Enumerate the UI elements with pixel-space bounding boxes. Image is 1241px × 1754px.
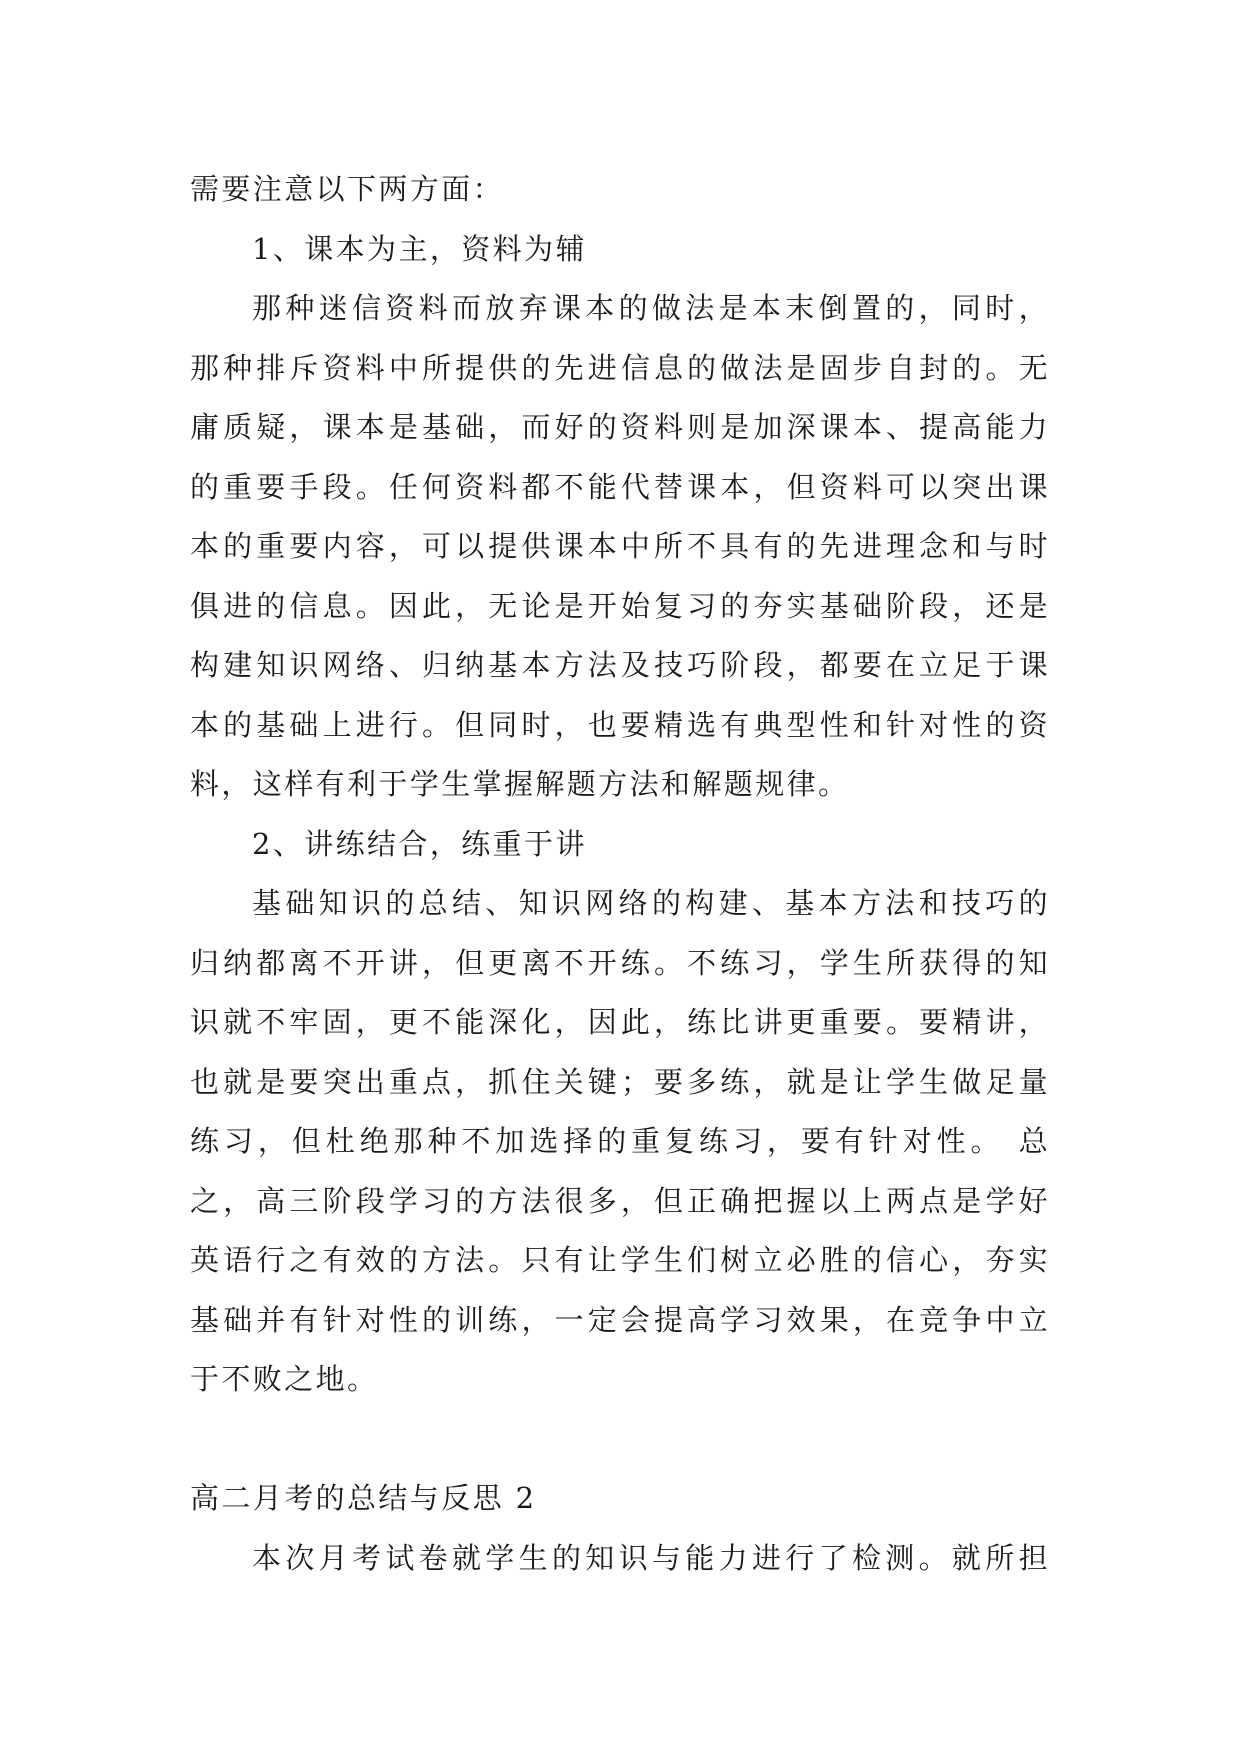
- paragraph-line: 之，高三阶段学习的方法很多，但正确把握以上两点是学好: [190, 1183, 1050, 1218]
- item1-heading: 1、课本为主，资料为辅: [252, 231, 587, 266]
- paragraph-line: 本的重要内容，可以提供课本中所不具有的先进理念和与时: [190, 529, 1050, 563]
- paragraph-line: 练习，但杜绝那种不加选择的重复练习，要有针对性。 总: [190, 1124, 1050, 1158]
- paragraph-line: 的重要手段。任何资料都不能代替课本，但资料可以突出课: [190, 469, 1050, 504]
- paragraph-line: 基础并有针对性的训练，一定会提高学习效果，在竞争中立: [190, 1302, 1050, 1337]
- paragraph-line: 那种排斥资料中所提供的先进信息的做法是固步自封的。无: [190, 350, 1050, 385]
- section-title: 高二月考的总结与反思 2: [190, 1481, 537, 1515]
- item2-heading: 2、讲练结合，练重于讲: [252, 826, 587, 861]
- paragraph-line: 识就不牢固，更不能深化，因此，练比讲更重要。要精讲，: [190, 1005, 1050, 1039]
- paragraph-line: 料，这样有利于学生掌握解题方法和解题规律。: [190, 767, 850, 801]
- item2-paragraph: [190, 874, 1050, 1410]
- section-spacer: [190, 1410, 1050, 1470]
- document-body: [190, 160, 1050, 1588]
- paragraph-line: 本次月考试卷就学生的知识与能力进行了检测。就所担: [252, 1540, 1050, 1575]
- paragraph-line: 基础知识的总结、知识网络的构建、基本方法和技巧的: [252, 886, 1050, 920]
- paragraph-line: 也就是要突出重点，抓住关键；要多练，就是让学生做足量: [190, 1064, 1050, 1099]
- paragraph-line: 于不败之地。: [190, 1362, 379, 1396]
- paragraph-line: 英语行之有效的方法。只有让学生们树立必胜的信心，夯实: [190, 1243, 1050, 1277]
- paragraph-line: 构建知识网络、归纳基本方法及技巧阶段，都要在立足于课: [190, 648, 1050, 682]
- paragraph-line: 俱进的信息。因此，无论是开始复习的夯实基础阶段，还是: [190, 588, 1050, 623]
- item1-paragraph: [190, 279, 1050, 815]
- paragraph-line: 那种迷信资料而放弃课本的做法是本末倒置的，同时，: [252, 291, 1050, 325]
- intro-line: 需要注意以下两方面：: [190, 172, 505, 206]
- paragraph-line: 归纳都离不开讲，但更离不开练。不练习，学生所获得的知: [190, 945, 1050, 980]
- paragraph-line: 庸质疑，课本是基础，而好的资料则是加深课本、提高能力: [190, 410, 1050, 444]
- paragraph-line: 本的基础上进行。但同时，也要精选有典型性和针对性的资: [190, 707, 1050, 742]
